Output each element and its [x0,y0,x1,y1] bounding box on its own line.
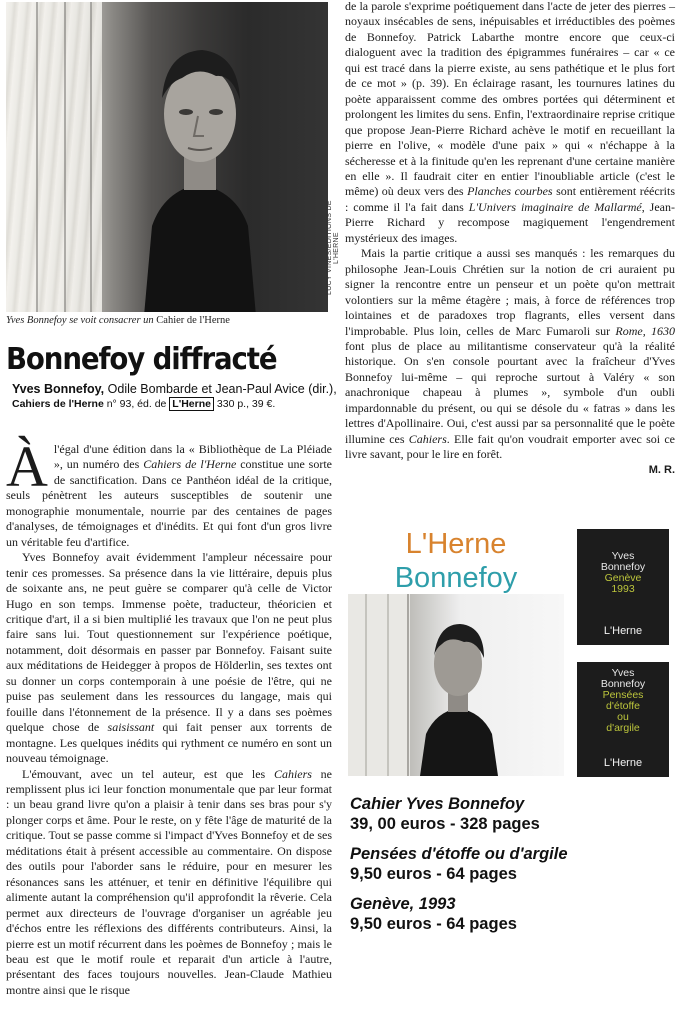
offer-price: 9,50 euros - 64 pages [350,915,517,933]
offer-name: Cahier Yves Bonnefoy [350,795,525,813]
author-signature: M. R. [648,463,675,476]
pensees-publisher: L'Herne [603,757,643,769]
geneve-author-2: Bonnefoy [600,561,646,573]
pensees-title-3: ou [617,711,629,723]
cover-pensees-etoffe [577,662,669,777]
geneve-title-2: 1993 [611,583,635,595]
pensees-title-4: d'argile [606,722,640,734]
photo-credit: LUCY VINES/ÉDITIONS DE L'HERNE [326,200,340,296]
photo-caption: Yves Bonnefoy se voit consacrer un Cahier de l'Herne [6,315,230,326]
cover-cahier-herne [348,524,564,776]
cover-photo [348,594,564,776]
offer-price: 9,50 euros - 64 pages [350,865,517,883]
paragraph-1: Àl'égal d'une édition dans la « Bibliothèque de La Pléiade », un numéro des Cahiers de l'Herne constitue une sorte de sanctification. Dans ce Panthéon idéal de la critique, seuls pénètrent les auteurs susceptibles de soutenir une monographie monumentale, nourrie par des centaines de pages d'analyses, de témoignages et d'inédits. Et qui font d'un gros livre un véritable feu d'artifice. [6,434,333,549]
offer-name: Pensées d'étoffe ou d'argile [350,845,568,863]
publication-info: Cahiers de l'Herne n° 93, éd. de L'Herne 330 p., 39 €. [12,398,276,410]
pensees-author-1: Yves [611,667,635,679]
cover-geneve-1993 [577,529,669,645]
offer-item [350,844,568,884]
offer-name: Genève, 1993 [350,895,456,913]
drop-cap: À [6,434,48,499]
author-photo [6,2,328,312]
geneve-title-1: Genève [604,572,642,584]
geneve-author-1: Yves [611,550,635,562]
offer-price: 39, 00 euros - 328 pages [350,815,540,833]
photo-wooden-wall [6,2,102,312]
cover-bonnefoy-title: Bonnefoy [394,562,518,594]
article-headline: Bonnefoy diffracté [6,342,277,377]
article-column-left [6,434,333,998]
offer-item [350,894,568,934]
article-column-right [345,0,675,478]
pensees-title-1: Pensées [602,689,644,701]
paragraph-5: Mais la partie critique a aussi ses manqués : les remarques du philosophe Jean-Louis Chrétien sur la notion de cri auraient pu signer la rencontre entre un penseur et un poète qu'on mettrait volontiers sur la même étagère ; mais, à force de références trop lointaines et de paradoxes trop flagrants, elles versent dans l'improbable. Plus loin, celles de Marc Fumaroli sur Rome, 1630 font plus de place au militantisme conservateur qu'à la réalité historique. On s'en console pourtant avec la fraîcheur d'Yves Bonnefoy lui-même – qui reproche surtout à Valéry « son anachronique chapeau à plumes », symbole d'un oubli impardonnable du présent, ou qui se désole du « fatras » dans les lettres d'Apollinaire. Oui, c'est aussi par sa personnalité que le poète illumine ces Cahiers. Elle fait qu'on voudrait emporter avec soi ce livre savant, pour le lire en forêt. [345,246,675,462]
article-byline: Yves Bonnefoy, Odile Bombarde et Jean-Paul Avice (dir.), [12,382,337,396]
cover-herne-title: L'Herne [405,528,507,560]
geneve-publisher: L'Herne [603,625,643,637]
offer-item [350,794,568,834]
paragraph-4: de la parole s'exprime poétiquement dans l'acte de jeter des pierres – noyaux insécables de sens, inépuisables et irréductibles des poèmes de Bonnefoy. Patrick Labarthe montre encore que ceux-ci dialoguent avec la tradition des épigrammes funéraires – car « ce qui est tracé dans la pierre existe, au sens pathétique et le plus fort de ce mot » (p. 39). En éclairage rasant, les tournures latines du poète apparaissent comme des ombres portées qui déterminent et prolongent les limites du sens. Enfin, l'extraordinaire reprise critique que propose Jean-Pierre Richard achève le motif en recueillant la pierre en l'olive, « modèle d'une paix » qui « n'échappe à la sécheresse et à la finitude qu'en les reprenant d'une certaine manière en elle ». Il faudrait citer en entier l'inoubliable article (c'est le même) où deux vers des Planches courbes sont entièrement réécrits : comme il l'a fait dans L'Univers imaginaire de Mallarmé, Jean-Pierre Richard y recompose magiquement l'engendrement mystérieux des images. [345,0,676,245]
portrait-figure [124,16,274,312]
book-offers-list [350,794,568,944]
paragraph-2: Yves Bonnefoy avait évidemment l'ampleur nécessaire pour tenir ces promesses. Sa présence dans la vie littéraire, depuis plus de soixante ans, ne peut guère se comparer qu'à celle de Victor Hugo en son temps. Immense poète, traducteur, théoricien et critique d'art, il a si bien multiplié les travaux que l'on ne peut plus faire sans lui. Tout questionnement sur l'expérience poétique, notamment, doit désormais en passer par Bonnefoy. Faisant suite aux méditations de Heidegger à propos de Hölderlin, ses textes ont su donner un corps contemporain à une poésie de l'être, qui ne puise pas seulement dans les ressources du langage, mais qui fouille dans l'étonnement de la présence. Il y a dans ses poèmes quelque chose de saisissant qui fait penser aux torrents de montagne. Les quelques inédits qui rythment ce numéro en sont un nouveau témoignage. [6,550,332,766]
pensees-title-2: d'étoffe [606,700,640,712]
pensees-author-2: Bonnefoy [600,678,646,690]
paragraph-3: L'émouvant, avec un tel auteur, est que les Cahiers ne remplissent plus ici leur fonction monumentale que par leur format : un beau grand livre qu'on a plaisir à tenir dans ses bras pour s'y plonger corps et âme. Pour le reste, on y fête l'âge de maturité de la critique. Tout se passe comme si l'impact d'Yves Bonnefoy et de ses méditations était à présent accessible au commentaire. On dispose des outils pour l'aborder sans le réduire, pour en mesurer les résonances sans les atténuer, et tenir en définitive l'équilibre qui alimente autant la compréhension qu'il approfondit la rêverie. Cela permet aux directeurs de l'ouvrage d'organiser un agréable jeu d'échos entre les réflexions des différents contributeurs. Ainsi, la pierre est un motif récurrent dans les poèmes de Bonnefoy ; mais le beau est que le motif roule et reparait d'un article à l'autre, présentant des faces toujours nouvelles. Jean-Claude Mathieu montre ainsi que le risque [6,766,333,997]
